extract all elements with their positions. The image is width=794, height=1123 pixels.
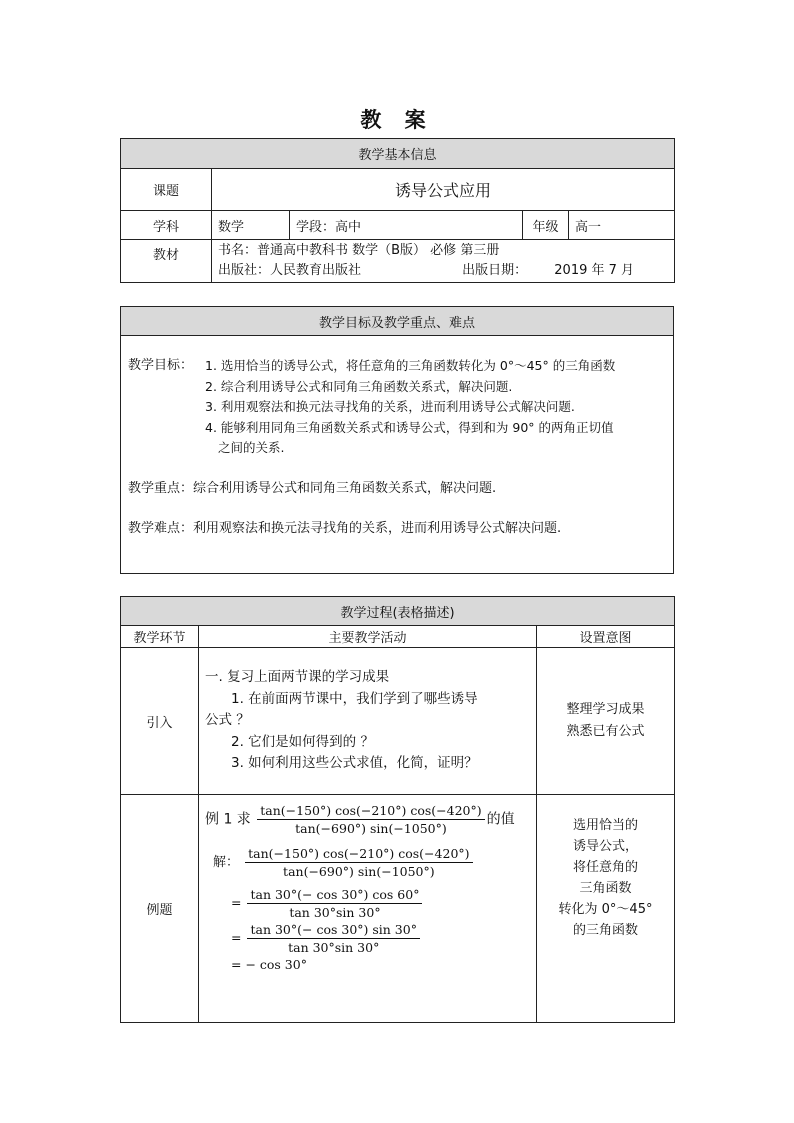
goal-item-4: 4. 能够利用同角三角函数关系式和诱导公式，得到和为 90° 的两角正切值 [205, 419, 614, 435]
solution-line [205, 846, 536, 879]
col-activity-header: 主要教学活动 [199, 626, 537, 648]
example-intent-2: 诱导公式， [573, 839, 639, 854]
goal-list [205, 356, 615, 459]
example-suffix: 的值 [486, 811, 515, 828]
goal-item-3: 3. 利用观察法和换元法寻找角的关系，进而利用诱导公式解决问题. [205, 399, 575, 414]
row-example-intent [537, 795, 675, 1023]
step-2-eq: = [231, 930, 242, 945]
goals-header: 教学目标及教学重点、难点 [121, 307, 674, 336]
example-intent-1: 选用恰当的 [573, 818, 639, 833]
step-2-denominator: tan 30°sin 30° [288, 940, 380, 955]
example-statement [205, 803, 536, 836]
row-intro-intent [537, 648, 675, 795]
subject-label: 学科 [121, 211, 212, 240]
basic-info-table [120, 138, 675, 283]
publisher-line [218, 261, 674, 281]
solution-fraction [245, 846, 472, 879]
step-2-numerator: tan 30°(− cos 30°) sin 30° [247, 922, 420, 939]
process-table [120, 596, 675, 1023]
grade-value: 高一 [569, 211, 675, 240]
goal-block [128, 356, 673, 459]
material-label: 教材 [121, 240, 212, 283]
example-prefix: 例 1 求 [205, 811, 251, 828]
topic-label: 课题 [121, 169, 212, 211]
subject-value: 数学 [212, 211, 290, 240]
goals-content [121, 336, 674, 574]
example-fraction [257, 803, 484, 836]
step-1-numerator: tan 30°(− cos 30°) cos 60° [247, 887, 422, 904]
col-stage-header: 教学环节 [121, 626, 199, 648]
intro-intent-2: 熟悉已有公式 [566, 724, 645, 739]
example-intent-5: 转化为 0°～45° [558, 902, 653, 917]
difficulty: 教学难点：利用观察法和换元法寻找角的关系，进而利用诱导公式解决问题. [128, 521, 562, 536]
step-1-eq: = [231, 895, 242, 910]
basic-info-header: 教学基本信息 [121, 139, 675, 169]
goal-label: 教学目标： [128, 358, 194, 373]
step-1-denominator: tan 30°sin 30° [289, 905, 381, 920]
material-info [212, 240, 675, 283]
solution-denominator: tan(−690°) sin(−1050°) [283, 864, 435, 879]
step-3: = − cos 30° [231, 957, 307, 972]
step-2 [205, 922, 536, 955]
goal-item-1: 1. 选用恰当的诱导公式，将任意角的三角函数转化为 0°～45° 的三角函数 [205, 358, 616, 373]
pub-date-label: 出版日期： [462, 263, 528, 278]
example-intent-6: 的三角函数 [573, 923, 639, 938]
intro-line-5: 3. 如何利用这些公式求值，化简，证明？ [231, 755, 478, 772]
intro-line-3: 公式 ？ [205, 712, 250, 729]
intro-line-4: 2. 它们是如何得到的 ？ [231, 733, 374, 750]
example-intent-3: 将任意角的 [573, 860, 639, 875]
stage-value: 学段：高中 [290, 211, 523, 240]
row-example-stage: 例题 [121, 795, 199, 1023]
col-intent-header: 设置意图 [537, 626, 675, 648]
example-intent-4: 三角函数 [579, 881, 632, 896]
example-numerator: tan(−150°) cos(−210°) cos(−420°) [257, 803, 484, 820]
topic-value: 诱导公式应用 [212, 169, 675, 211]
example-denominator: tan(−690°) sin(−1050°) [295, 821, 447, 836]
key-point: 教学重点：综合利用诱导公式和同角三角函数关系式，解决问题. [128, 480, 497, 496]
publisher: 出版社：人民教育出版社 [218, 263, 362, 278]
goal-item-2: 2. 综合利用诱导公式和同角三角函数关系式，解决问题. [205, 378, 513, 394]
intro-line-1: 一. 复习上面两节课的学习成果 [205, 669, 390, 686]
step-1 [205, 887, 536, 920]
goals-table [120, 306, 674, 574]
step-1-fraction [247, 887, 422, 920]
solution-label: 解： [213, 855, 240, 870]
intro-intent-1: 整理学习成果 [566, 702, 645, 717]
document-title: 教 案 [360, 108, 434, 132]
intro-line-2: 1. 在前面两节课中，我们学到了哪些诱导 [231, 690, 478, 707]
solution-numerator: tan(−150°) cos(−210°) cos(−420°) [245, 846, 472, 863]
goal-item-4-cont: 之间的关系. [218, 440, 285, 455]
book-name: 书名：普通高中教科书 数学（B版） 必修 第三册 [218, 243, 500, 258]
step-2-fraction [247, 922, 420, 955]
row-intro-activity [199, 648, 537, 795]
process-header: 教学过程(表格描述) [121, 597, 675, 626]
grade-label: 年级 [523, 211, 569, 240]
row-intro-stage: 引入 [121, 648, 199, 795]
pub-date-value: 2019 年 7 月 [554, 263, 635, 278]
row-example-activity [199, 795, 537, 1023]
